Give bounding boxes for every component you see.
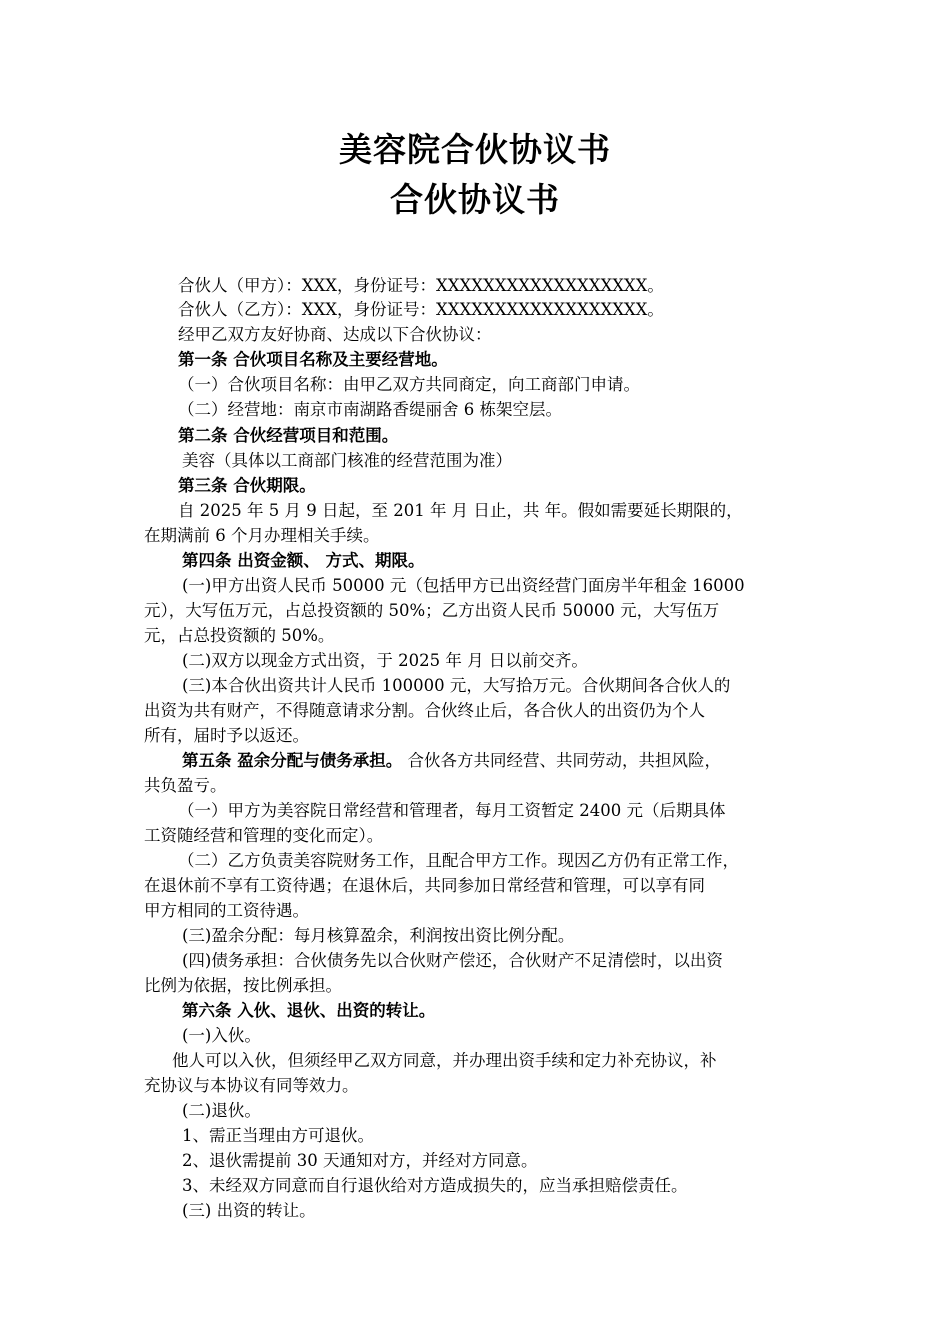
paragraph-line: 出资为共有财产，不得随意请求分割。合伙终止后，各合伙人的出资仍为个人 [144,701,705,720]
paragraph-line: 元，占总投资额的 50%。 [144,626,335,645]
paragraph-line: (三) 出资的转让。 [182,1201,316,1220]
partner-a-line: 合伙人（甲方）：XXX，身份证号：XXXXXXXXXXXXXXXXXX。 [178,276,664,295]
paragraph-line: 2、退伙需提前 30 天通知对方，并经对方同意。 [182,1151,538,1170]
paragraph-line: 1、需正当理由方可退伙。 [182,1126,374,1145]
paragraph-line: 在期满前 6 个月办理相关手续。 [144,526,380,545]
paragraph-line: (三)盈余分配：每月核算盈余，利润按出资比例分配。 [182,926,575,945]
article-2-heading: 第二条 合伙经营项目和范围。 [178,426,399,445]
paragraph-line: （二）经营地：南京市南湖路香缇丽舍 6 栋架空层。 [178,400,562,419]
article-4-heading: 第四条 出资金额、 方式、期限。 [182,551,425,570]
paragraph-line: （一）甲方为美容院日常经营和管理者，每月工资暂定 2400 元（后期具体 [178,801,726,820]
paragraph-line: (二)退伙。 [182,1101,261,1120]
paragraph-line: 美容（具体以工商部门核准的经营范围为准） [182,451,512,470]
paragraph-line: 在退休前不享有工资待遇；在退休后，共同参加日常经营和管理，可以享有同 [144,876,705,895]
article-5-line [182,749,721,773]
paragraph-line: (一)甲方出资人民币 50000 元（包括甲方已出资经营门面房半年租金 16000 [182,576,745,595]
paragraph-line: (二)双方以现金方式出资，于 2025 年 月 日以前交齐。 [182,651,588,670]
paragraph-line: 3、未经双方同意而自行退伙给对方造成损失的，应当承担赔偿责任。 [182,1176,688,1195]
paragraph-line: 他人可以入伙，但须经甲乙双方同意，并办理出资手续和定力补充协议，补 [172,1051,717,1070]
paragraph-line: 工资随经营和管理的变化而定）。 [144,826,384,845]
article-1-heading: 第一条 合伙项目名称及主要经营地。 [178,350,448,369]
paragraph-line: （二）乙方负责美容院财务工作，且配合甲方工作。现因乙方仍有正常工作， [178,851,739,870]
paragraph-line: (一)入伙。 [182,1026,261,1045]
paragraph-line: 甲方相同的工资待遇。 [144,901,309,920]
document-subtitle: 合伙协议书 [390,180,560,219]
article-6-heading: 第六条 入伙、退伙、出资的转让。 [182,1001,436,1020]
paragraph-line: 共负盈亏。 [144,776,227,795]
paragraph-line: 自 2025 年 5 月 9 日起，至 201 年 月 日止，共 年。假如需要延长期限的， [178,501,743,520]
paragraph-line: 所有，届时予以返还。 [144,726,309,745]
paragraph-line: (四)债务承担：合伙债务先以合伙财产偿还，合伙财产不足清偿时，以出资 [182,951,723,970]
paragraph-text: 合伙各方共同经营、共同劳动，共担风险， [407,751,721,770]
paragraph-line: 比例为依据，按比例承担。 [144,976,342,995]
article-3-heading: 第三条 合伙期限。 [178,476,316,495]
paragraph-line: 充协议与本协议有同等效力。 [144,1076,359,1095]
partner-b-line: 合伙人（乙方）：XXX，身份证号：XXXXXXXXXXXXXXXXXX。 [178,300,664,319]
paragraph-line: （一）合伙项目名称：由甲乙双方共同商定，向工商部门申请。 [178,375,640,394]
intro-line: 经甲乙双方友好协商、达成以下合伙协议： [178,325,492,344]
article-5-heading: 第五条 盈余分配与债务承担。 [182,751,403,770]
document-title: 美容院合伙协议书 [339,130,611,169]
paragraph-line: (三)本合伙出资共计人民币 100000 元，大写拾万元。合伙期间各合伙人的 [182,676,731,695]
paragraph-line: 元），大写伍万元，占总投资额的 50%；乙方出资人民币 50000 元，大写伍万 [144,601,720,620]
